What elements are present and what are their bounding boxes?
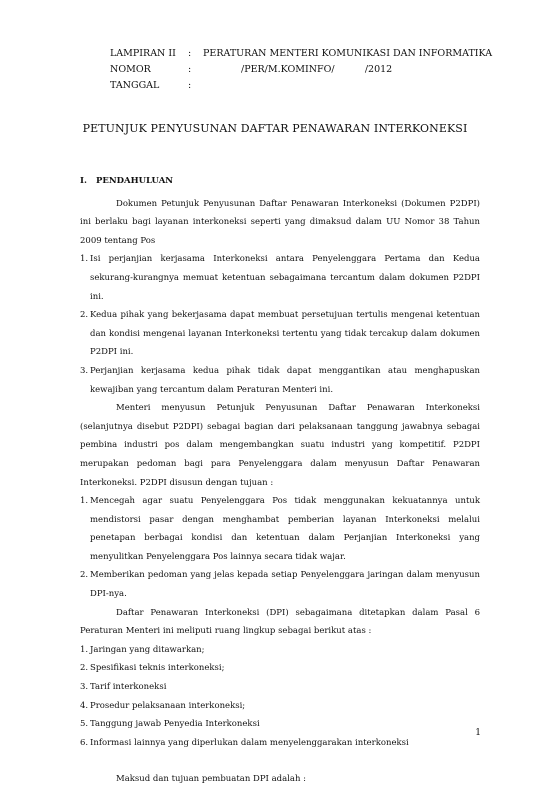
section-title: PENDAHULUAN <box>96 176 174 186</box>
list-text: Mencegah agar suatu Penyelenggara Pos tidak menggunakan kekuatannya untuk mendistorsi pasar dengan menghambat pemberian layanan Interkoneksi melalui penetapan berbagai kondisi dan ketentuan dalam Perjanjian Interkoneksi yang menyulitkan Penyelenggara Pos lainnya secara tidak wajar. <box>90 496 480 562</box>
document-body <box>80 172 480 789</box>
list-text: Prosedur pelaksanaan interkoneksi; <box>90 700 246 711</box>
header-colon: : <box>188 64 192 75</box>
header-row-tanggal <box>110 78 492 94</box>
list-text: Perjanjian kerjasama kedua pihak tidak dapat menggantikan atau menghapuskan kewajiban yang tercantum dalam Peraturan Menteri ini. <box>90 365 480 395</box>
list-text: Kedua pihak yang bekerjasama dapat membuat persetujuan tertulis mengenai ketentuan dan kondisi mengenai layanan Interkoneksi tertentu yang tidak tercakup dalam dokumen P2DPI ini. <box>90 310 480 358</box>
header-label: LAMPIRAN II <box>110 48 176 59</box>
list-item <box>80 641 480 660</box>
header-row-lampiran <box>110 46 492 62</box>
paragraph-intro: Dokumen Petunjuk Penyusunan Daftar Penawaran Interkoneksi (Dokumen P2DPI) ini berlaku bagi layanan interkoneksi seperti yang dimaksud dalam UU Nomor 38 Tahun 2009 tentang Pos <box>80 198 480 246</box>
list-number: 3. <box>80 365 89 376</box>
list-number: 1. <box>80 254 89 265</box>
document-title: PETUNJUK PENYUSUNAN DAFTAR PENAWARAN INTERKONEKSI <box>82 122 468 135</box>
list-text: Tarif interkoneksi <box>90 682 167 693</box>
list-item <box>80 250 480 306</box>
list-text: Isi perjanjian kerjasama Interkoneksi antara Penyelenggara Pertama dan Kedua sekurang-kurangnya memuat ketentuan sebagaimana tercantum dalam dokumen P2DPI ini. <box>90 254 480 302</box>
list-objectives <box>80 492 480 604</box>
list-item <box>80 715 480 734</box>
list-number: 4. <box>80 700 89 711</box>
list-text: Informasi lainnya yang diperlukan dalam menyelenggarakan interkoneksi <box>90 737 409 748</box>
header-value: /PER/M.KOMINFO/ /2012 <box>241 64 393 75</box>
list-number: 5. <box>80 719 89 730</box>
list-item <box>80 734 480 753</box>
document-header <box>110 46 492 94</box>
list-scope <box>80 641 480 753</box>
paragraph-purpose: Menteri menyusun Petunjuk Penyusunan Daftar Penawaran Interkoneksi (selanjutnya disebut P2DPI) sebagai bagian dari pelaksanaan tanggung jawabnya sebagai pembina industri pos dalam mengembangkan suatu industri yang kompetitif. P2DPI merupakan pedoman bagi para Penyelenggara dalam menyusun Daftar Penawaran Interkoneksi. P2DPI disusun dengan tujuan : <box>80 403 480 488</box>
list-item <box>80 697 480 716</box>
list-text: Memberikan pedoman yang jelas kepada setiap Penyelenggara jaringan dalam menyusun DPI-nya. <box>90 570 480 600</box>
list-text: Tanggung jawab Penyedia Interkoneksi <box>90 719 260 730</box>
paragraph-scope: Daftar Penawaran Interkoneksi (DPI) sebagaimana ditetapkan dalam Pasal 6 Peraturan Menteri ini meliputi ruang lingkup sebagai berikut atas : <box>80 607 480 637</box>
section-heading <box>80 172 480 191</box>
list-number: 1. <box>80 644 89 655</box>
list-number: 1. <box>80 496 89 507</box>
header-label: TANGGAL <box>110 80 160 91</box>
list-number: 2. <box>80 310 89 321</box>
list-item <box>80 659 480 678</box>
list-provisions <box>80 250 480 399</box>
list-item <box>80 678 480 697</box>
header-label: NOMOR <box>110 64 151 75</box>
list-number: 2. <box>80 570 89 581</box>
page-number: 1 <box>475 728 481 738</box>
list-number: 2. <box>80 663 89 674</box>
list-item <box>80 362 480 399</box>
list-text: Spesifikasi teknis interkoneksi; <box>90 663 225 674</box>
header-value: PERATURAN MENTERI KOMUNIKASI DAN INFORMATIKA <box>203 48 493 59</box>
header-colon: : <box>188 80 192 91</box>
list-item <box>80 306 480 362</box>
list-item <box>80 492 480 566</box>
spacer <box>80 752 480 770</box>
list-number: 3. <box>80 682 89 693</box>
list-item <box>80 566 480 603</box>
section-number: I. <box>80 176 87 186</box>
list-text: Jaringan yang ditawarkan; <box>90 644 205 655</box>
header-colon: : <box>188 48 192 59</box>
list-number: 6. <box>80 737 89 748</box>
paragraph-intent: Maksud dan tujuan pembuatan DPI adalah : <box>116 774 307 785</box>
header-row-nomor <box>110 62 492 78</box>
